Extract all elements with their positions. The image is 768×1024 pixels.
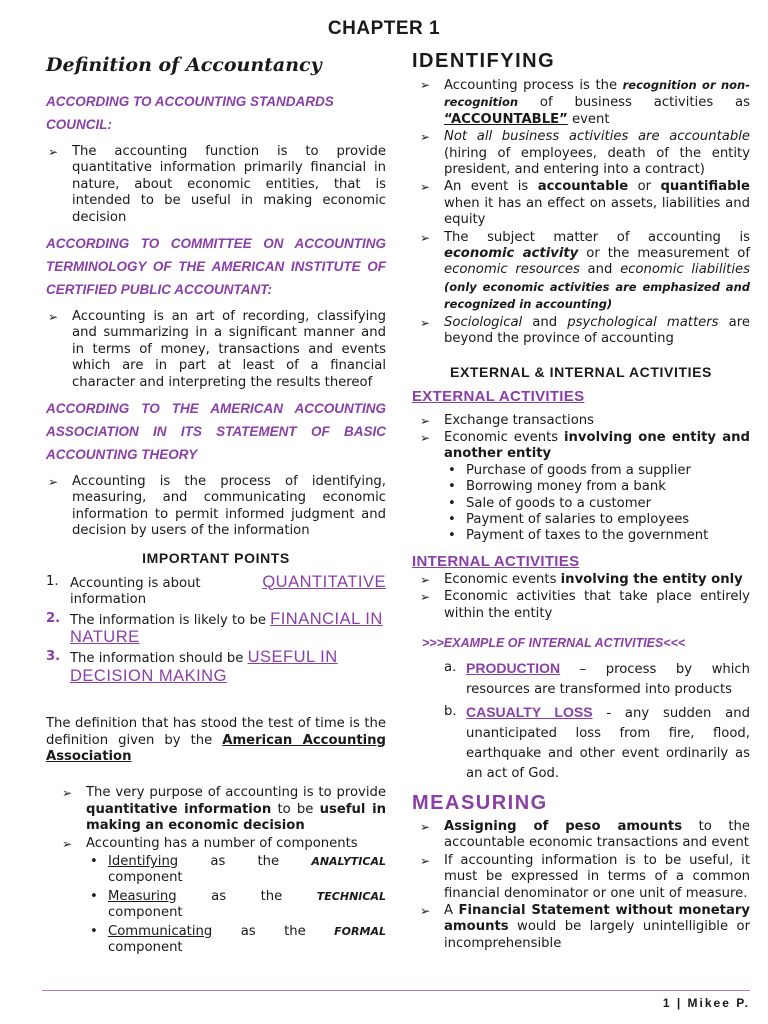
internal-activities-heading: INTERNAL ACTIVITIES [412,552,580,570]
component-tail: component [108,905,183,921]
measuring-heading: MEASURING [412,791,548,814]
bold: involving the entity only [560,571,743,587]
definition-paragraph [46,716,386,765]
component-identifying [86,854,386,887]
example-item: • Sale of goods to a customer [444,496,750,512]
component-name: • Communicating [108,923,213,939]
text: - any sudden and unanticipated loss from fire, flood, earthquake and other event ordinarily as an act of God. [466,705,750,781]
component-type: ANALYTICAL [311,854,386,868]
asc-heading: ACCORDING TO ACCOUNTING STANDARDS COUNCIL: [46,94,334,132]
text: event [567,111,610,127]
measuring-item-1 [412,819,750,852]
component-tail: component [108,940,183,955]
text: An event is [444,179,538,195]
measuring-item-3 [412,903,750,952]
point-3 [46,649,386,686]
internal-item-2: ➢ Economic activities that take place entirely within the entity [412,589,750,622]
footer-divider [42,990,750,991]
aicpa-definition: ➢ Accounting is an art of recording, classifying and summarizing in a significant manner and in terms of money, transactions and events which are in part at least of a financial character and interpreting the results thereof [46,309,386,391]
text: and [522,314,568,330]
identifying-item-3 [412,179,750,228]
emphasis: economic activity [444,246,579,262]
text: to the accountable economic transactions and event [444,818,750,851]
external-internal-heading: EXTERNAL & INTERNAL ACTIVITIES [450,363,712,380]
text: Economic events [444,571,561,587]
purpose-list [46,785,386,956]
component-communicating [86,924,386,957]
external-item-1: ➢ Exchange transactions [412,413,750,429]
example-item: • Payment of taxes to the government [444,528,750,544]
component-the: the [257,853,280,869]
text: A [444,903,459,918]
component-type: TECHNICAL [316,889,386,903]
text: and [579,262,621,278]
important-points-heading: IMPORTANT POINTS [142,549,290,566]
text: would be largely unintelligible or incomprehensible [444,919,750,951]
chapter-title: CHAPTER 1 [327,18,441,39]
identifying-item-4 [412,230,750,314]
example-heading: >>>EXAMPLE OF INTERNAL ACTIVITIES<<< [422,635,686,650]
purpose-text: The very purpose of accounting is to provide [86,785,386,801]
identifying-list [412,77,750,348]
purpose-bold-2: useful in making an economic decision [86,801,386,834]
external-activities-heading: EXTERNAL ACTIVITIES [412,387,585,405]
purpose-item [60,785,386,834]
internal-item-1 [412,572,750,588]
identifying-item-5 [412,315,750,348]
point-emphasis: QUANTITATIVE [262,572,386,591]
point-number: 2. [46,610,61,626]
note: (only economic activities are emphasized and recognized in accounting) [444,279,750,312]
component-name: • Measuring [108,888,177,904]
bold: Assigning of peso amounts [444,818,683,834]
identifying-heading: IDENTIFYING [412,50,556,72]
text: – process by which resources are transformed into products [466,661,750,697]
aicpa-heading: ACCORDING TO COMMITTEE ON ACCOUNTING TERMINOLOGY OF THE AMERICAN INSTITUTE OF CERTIFIED PUBLIC ACCOUNTANT: [46,236,386,298]
text: or [628,179,661,195]
accountable-label: “ACCOUNTABLE” [444,111,568,127]
component-the: the [284,923,306,939]
right-column [412,48,750,958]
aicpa-list [46,309,386,391]
point-tail: information [70,592,147,608]
internal-examples [412,658,750,784]
text: Economic events [444,429,564,445]
important-points-list [46,574,386,686]
example-item: • Purchase of goods from a supplier [444,463,750,479]
emphasis: economic liabilities [620,262,750,278]
text: when it has an effect on assets, liabilities and equity [444,195,750,228]
external-examples [444,463,750,545]
identifying-item-2 [412,129,750,178]
component-name: • Identifying [108,853,179,869]
components-item [60,836,386,957]
text: (hiring of employees, death of the entity president, and entering into a contract) [444,145,750,178]
emphasis: Sociological [444,314,523,330]
identifying-item-1 [412,77,750,128]
page-footer: 1 | Mikee P. [662,996,750,1010]
component-as: as [210,853,226,869]
emphasis: Not all business activities are accountable [444,129,750,145]
point-2 [46,611,386,648]
point-number: 3. [46,649,61,665]
text: or the measurement of [578,246,750,262]
example-casualty-loss [412,702,750,784]
external-list [412,413,750,545]
measuring-item-2: ➢ If accounting information is to be useful, it must be expressed in terms of a common financial denominator or one unit of measure. [412,853,750,902]
component-the: the [260,888,283,904]
production-label: PRODUCTION [466,659,561,676]
internal-list [412,572,750,622]
point-emphasis: USEFUL IN DECISION MAKING [70,648,338,685]
component-as: as [240,923,256,939]
measuring-list [412,819,750,952]
bold: Financial Statement without monetary amounts [444,903,750,935]
example-item: • Payment of salaries to employees [444,512,750,528]
aaa-heading: ACCORDING TO THE AMERICAN ACCOUNTING ASSOCIATION IN ITS STATEMENT OF BASIC ACCOUNTING THEORY [46,401,386,463]
component-measuring [86,889,386,922]
asc-list [46,144,386,226]
aaa-name: American Accounting Association [46,732,386,764]
text: are beyond the province of accounting [444,314,750,347]
purpose-bold: quantitative information [86,801,272,817]
left-column [46,48,386,962]
point-text: The information should be [70,651,244,667]
bold: quantifiable [660,179,750,195]
definition-text: The definition that has stood the test of time is the definition given by the [46,716,386,748]
components-intro: Accounting has a number of components [86,835,358,851]
emphasis: economic resources [444,262,580,278]
component-tail: component [108,870,183,886]
definition-title: Definition of Accountancy [46,54,322,76]
component-type: FORMAL [334,924,386,938]
point-emphasis: FINANCIAL IN NATURE [70,609,383,646]
bold: accountable [537,179,629,195]
aaa-list [46,474,386,540]
letter: a. [444,659,457,675]
point-text: The information is likely to be [70,612,266,628]
external-item-2 [412,430,750,545]
point-number: 1. [46,573,59,589]
text: The subject matter of accounting is [444,229,750,245]
component-as: as [211,888,227,904]
point-text: Accounting is about [70,575,201,591]
emphasis: recognition or non-recognition [444,78,751,110]
asc-definition: ➢ The accounting function is to provide quantitative information primarily financial in nature, about economic entities, that is intended to be useful in making economic decision [46,144,386,226]
example-item: • Borrowing money from a bank [444,479,750,495]
casualty-loss-label: CASUALTY LOSS [466,703,593,720]
text: Accounting process is the [444,78,623,93]
bold: involving one entity and another entity [444,429,750,462]
components-list [86,854,386,956]
emphasis: psychological matters [567,314,719,330]
example-production [412,658,750,700]
letter: b. [444,703,457,719]
point-1 [46,574,386,609]
text: of business activities as [518,95,750,111]
aaa-definition: ➢ Accounting is the process of identifying, measuring, and communicating economic information to permit informed judgment and decision by users of the information [46,474,386,540]
purpose-text-2: to be [271,801,320,817]
